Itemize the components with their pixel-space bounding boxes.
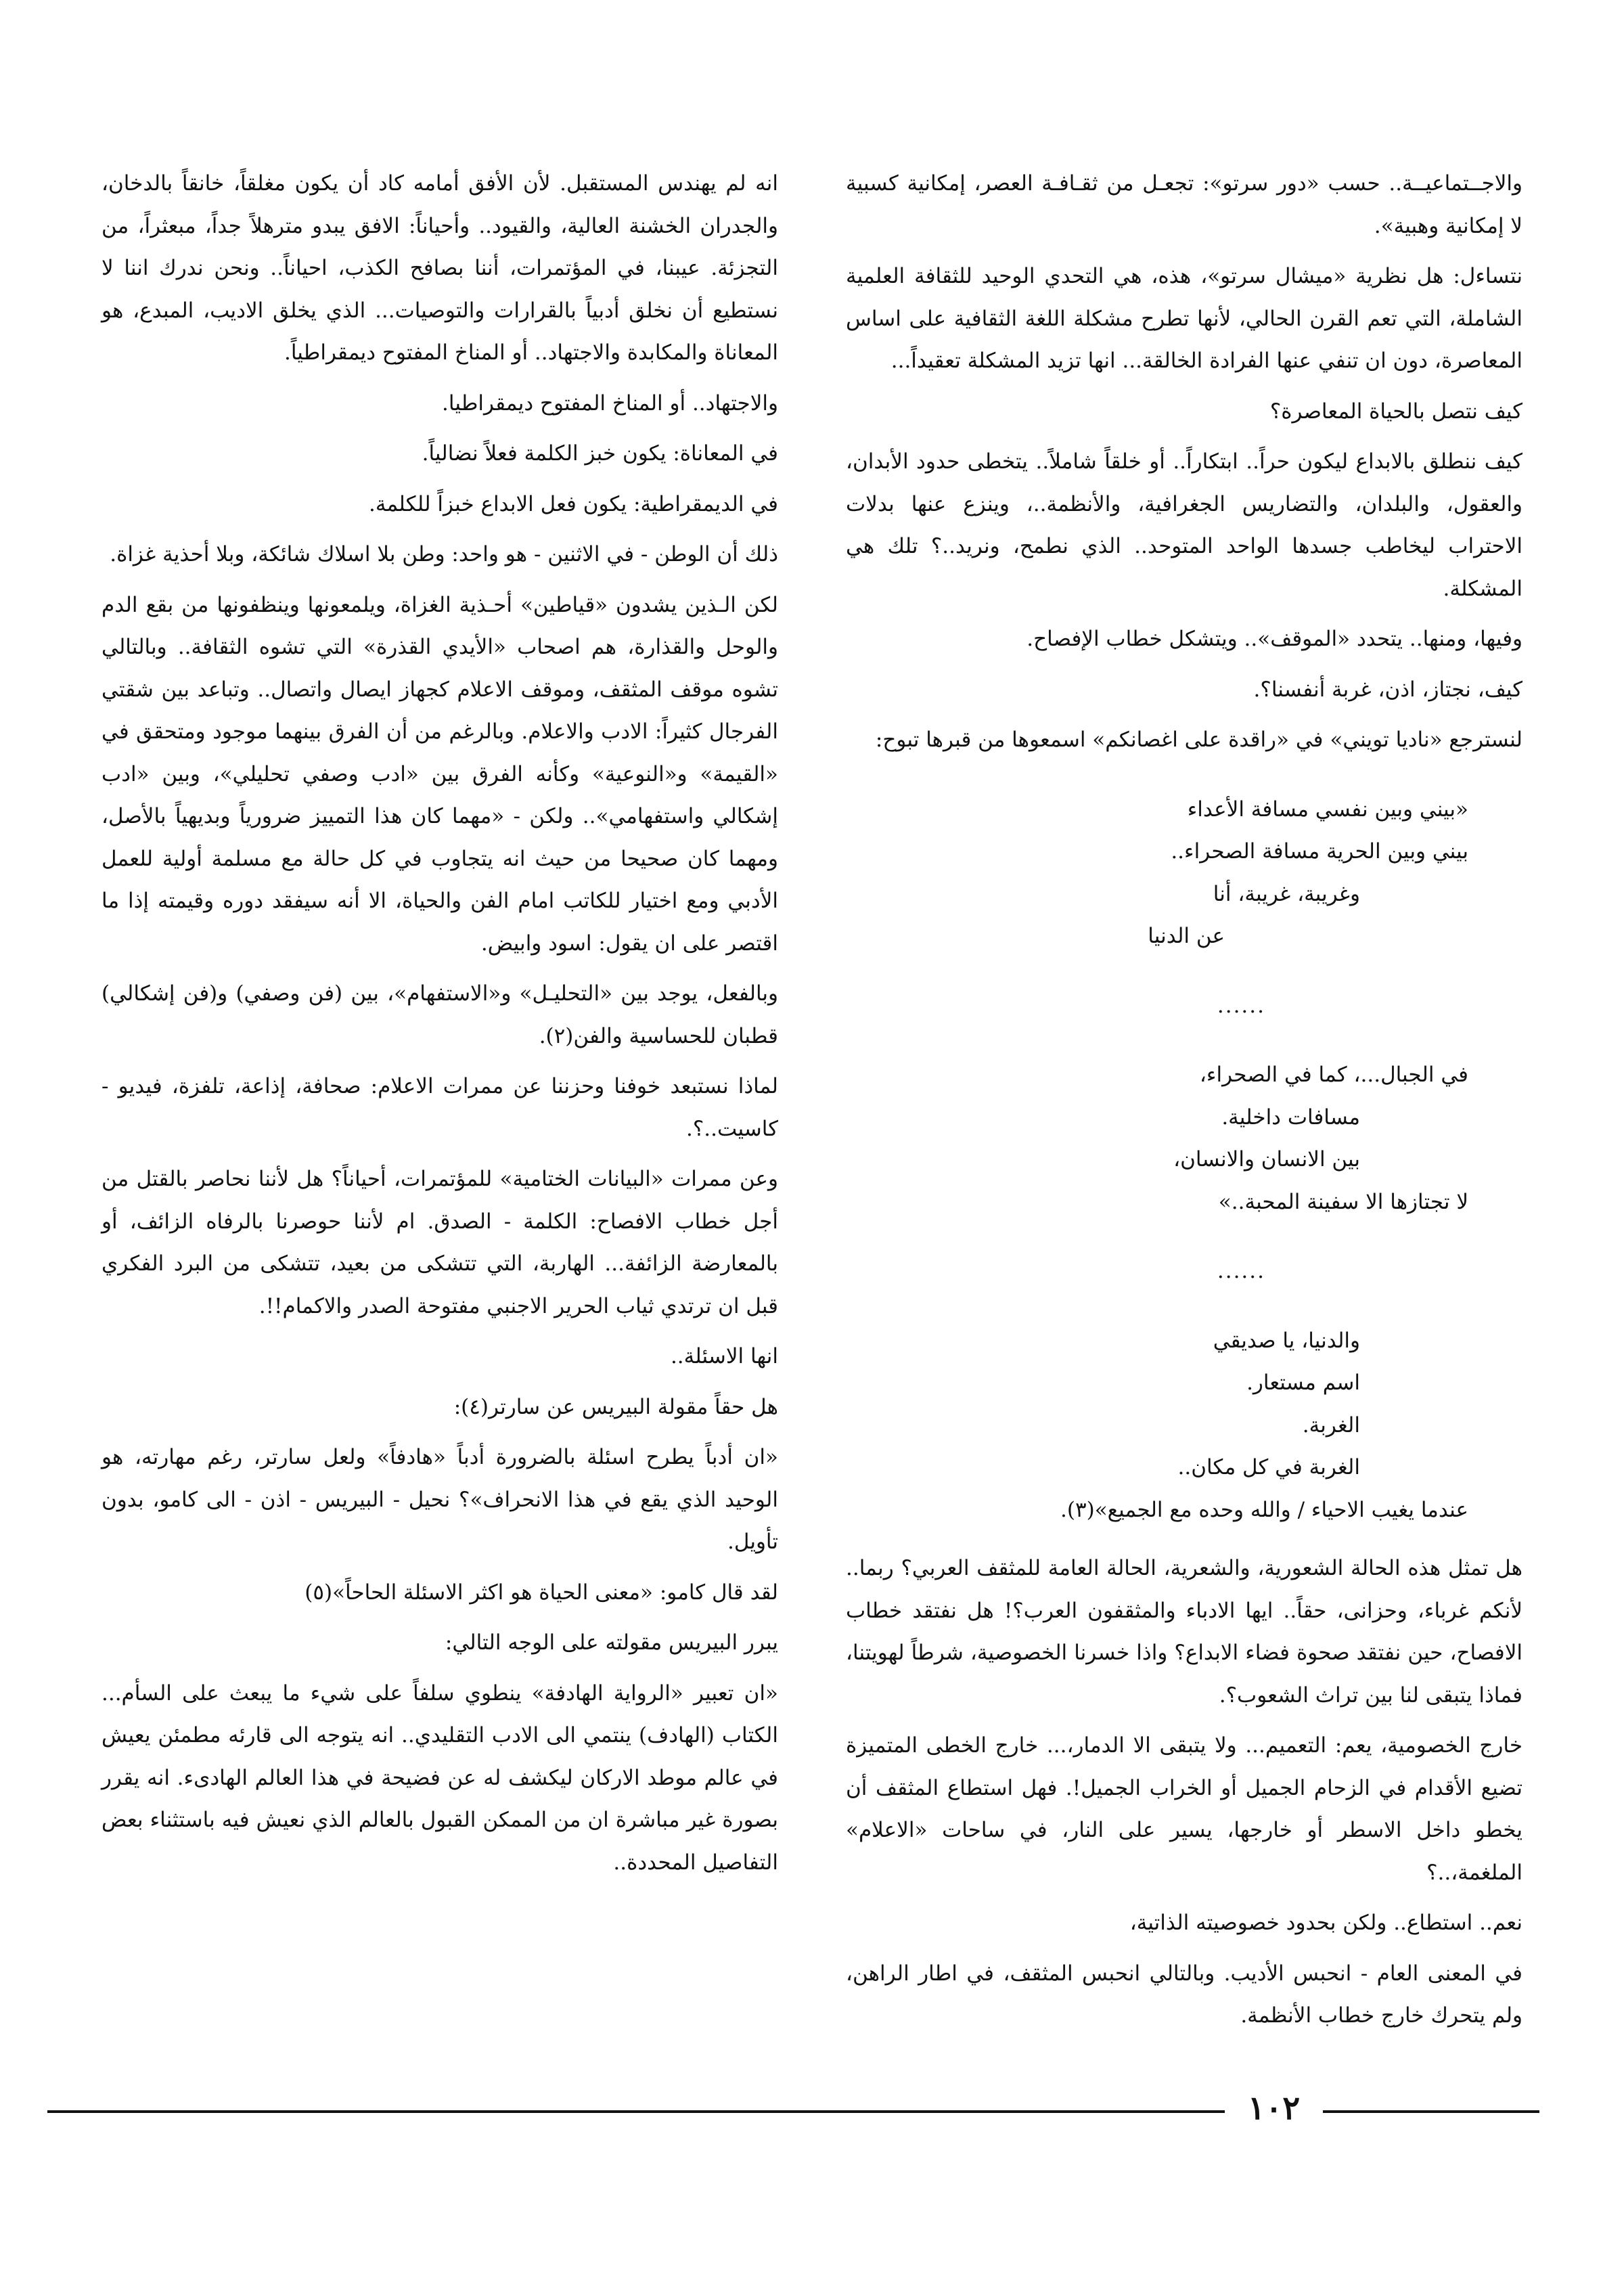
poem-line: «بيني وبين نفسي مسافة الأعداء <box>1187 797 1468 822</box>
paragraph: يبرر البيريس مقولته على الوجه التالي: <box>445 1630 778 1655</box>
poem-line: عندما يغيب الاحياء / والله وحده مع الجميع»(٣). <box>1060 1497 1468 1522</box>
poem <box>846 788 1522 1532</box>
page-footer <box>0 2088 1624 2135</box>
poem-line: والدنيا، يا صديقي <box>1213 1328 1360 1353</box>
poem-line: اسم مستعار. <box>1246 1371 1360 1395</box>
poem-separator: ...... <box>1217 1259 1265 1283</box>
footer-rule <box>47 2110 1225 2113</box>
paragraph: «ان أدباً يطرح اسئلة بالضرورة أدباً «هادفاً» ولعل سارتر، رغم مهارته، هو الوحيد الذي يقع في هذا الانحراف»؟ نحيل - البيريس - اذن - الى كامو، بدون تأويل. <box>102 1445 778 1554</box>
left-column <box>102 162 778 1892</box>
paragraph: لكن الـذين يشدون «قياطين» أحـذية الغزاة، ويلمعونها وينظفونها من بقع الدم والوحل والقذارة، هم اصحاب «الأيدي القذرة» التي تشوه الثقافة.. وبالتالي تشوه موقف المثقف، وموقف الاعلام كجهاز ايصال واتصال.. وتباعد بين شقتي الفرجال كثيراً: الادب والاعلام. وبالرغم من أن الفرق بينهما موجود ومتحقق في «القيمة» و«النوعية» وكأنه الفرق بين «ادب وصفي تحليلي»، وبين «ادب إشكالي واستفهامي».. ولكن - «مهما كان هذا التمييز ضرورياً وبديهياً بالأصل، ومهما كان صحيحا من حيث انه يتجاوب في كل حالة مع مسلمة أولية للعمل الأدبي ومع اختيار للكاتب امام الفن والحياة، الا أنه سيفقد دوره وقيمته إذا ما اقتصر على ان يقول: اسود وابيض. <box>102 592 778 956</box>
footer-rule <box>1323 2110 1539 2113</box>
paragraph: انه لم يهندس المستقبل. لأن الأفق أمامه كاد أن يكون مغلقاً، خانقاً بالدخان، والجدران الخشنة العالية، والقيود.. وأحياناً: الافق يبدو مترهلاً جداً، مبعثراً، من التجزئة. عيبنا، في المؤتمرات، أننا بصافح الكذب، احياناً.. ونحن ندرك اننا لا نستطيع أن نخلق أدبياً بالقرارات والتوصيات... الذي يخلق الاديب، المبدع، هو المعاناة والمكابدة والاجتهاد.. أو المناخ المفتوح ديمقراطياً. <box>102 171 778 365</box>
poem-line: بيني وبين الحرية مسافة الصحراء.. <box>1171 839 1468 864</box>
paragraph: وفيها، ومنها.. يتحدد «الموقف».. ويتشكل خطاب الإفصاح. <box>1027 627 1522 651</box>
paragraph: وبالفعل، يوجد بين «التحليـل» و«الاستفهام»، بين (فن وصفي) و(فن إشكالي) قطبان للحساسية والفن(٢). <box>102 981 778 1048</box>
paragraph: هل حقاً مقولة البيريس عن سارتر(٤): <box>453 1394 778 1419</box>
paragraph: هل تمثل هذه الحالة الشعورية، والشعرية، الحالة العامة للمثقف العربي؟ ربما.. لأنكم غرباء، وحزانى، حقاً.. ايها الادباء والمثقفون العرب؟! هل نفتقد خطاب الافصاح، حين نفتقد صحوة فضاء الابداع؟ واذا خسرنا الخصوصية، شرطاً لهويتنا، فماذا يتبقى لنا بين تراث الشعوب؟. <box>846 1556 1522 1708</box>
paragraph: لنسترجع «ناديا تويني» في «راقدة على اغصانكم» اسمعوها من قبرها تبوح: <box>875 728 1522 752</box>
paragraph: لقد قال كامو: «معنى الحياة هو اكثر الاسئلة الحاحاً»(٥) <box>304 1580 778 1605</box>
poem-line: مسافات داخلية. <box>1221 1105 1360 1130</box>
right-column <box>846 162 1522 2045</box>
paragraph: كيف، نجتاز، اذن، غربة أنفسنا؟. <box>1253 677 1522 702</box>
paragraph: وعن ممرات «البيانات الختامية» للمؤتمرات، أحياناً؟ هل لأننا نحاصر بالقتل من أجل خطاب الافصاح: الكلمة - الصدق. ام لأننا حوصرنا بالرفاه الزائف، أو بالمعارضة الزائفة... الهاربة، التي تتشكى من بعيد، تتشكى من البرد الفكري قبل ان ترتدي ثياب الحرير الاجنبي مفتوحة الصدر والاكمام!!. <box>102 1167 778 1318</box>
paragraph: «ان تعبير «الرواية الهادفة» ينطوي سلفاً على شيء ما يبعث على السأم... الكتاب (الهادف) ينتمي الى الادب التقليدي.. انه يتوجه الى قارئه مطمئن يعيش في عالم موطد الاركان ليكشف له عن فضيحة في هذا العالم الهادىء. انه يقرر بصورة غير مباشرة ان من الممكن القبول بالعالم الذي نعيش فيه باستثناء بعض التفاصيل المحددة.. <box>102 1680 778 1875</box>
poem-line: في الجبال...، كما في الصحراء، <box>1199 1063 1468 1087</box>
paragraph: نتساءل: هل نظرية «ميشال سرتو»، هذه، هي التحدي الوحيد للثقافة العلمية الشاملة، التي تعم القرن الحالي، لأنها تطرح مشكلة اللغة الثقافية على اساس المعاصرة، دون ان تنفي عنها الفرادة الخالقة... انها تزيد المشكلة تعقيداً... <box>846 264 1522 373</box>
paragraph: نعم.. استطاع.. ولكن بحدود خصوصيته الذاتية، <box>1129 1911 1522 1935</box>
paragraph: خارج الخصومية، يعم: التعميم... ولا يتبقى الا الدمار،... خارج الخطى المتميزة تضيع الأقدام في الزحام الجميل أو الخراب الجميل!. فهل استطاع المثقف أن يخطو داخل الاسطر أو خارجها، يسير على النار، في ساحات «الاعلام» الملغمة،..؟ <box>846 1733 1522 1885</box>
paragraph: كيف ننطلق بالابداع ليكون حراً.. ابتكاراً.. أو خلقاً شاملاً.. يتخطى حدود الأبدان، والعقول، والبلدان، والتضاريس الجغرافية، والأنظمة..، وينزع عنها بدلات الاحتراب ليخاطب جسدها الواحد المتوحد.. الذي نطمح، ونريد..؟ تلك هي المشكلة. <box>846 449 1522 601</box>
paragraph: والاجــتماعيــة.. حسب «دور سرتو»: تجعـل من ثقـافـة العصر، إمكانية كسبية لا إمكانية وهبية». <box>846 171 1522 238</box>
paragraph: في الديمقراطية: يكون فعل الابداع خبزاً للكلمة. <box>369 491 778 516</box>
poem-line: الغربة في كل مكان.. <box>1177 1455 1360 1479</box>
paragraph: في المعاناة: يكون خبز الكلمة فعلاً نضالياً. <box>422 441 778 466</box>
poem-separator: ...... <box>1217 993 1265 1018</box>
paragraph: انها الاسئلة.. <box>670 1344 778 1368</box>
poem-line: عن الدنيا <box>1148 924 1225 948</box>
page-number: ١٠٢ <box>1247 2089 1301 2127</box>
paragraph: لماذا نستبعد خوفنا وحزننا عن ممرات الاعلام: صحافة، إذاعة، تلفزة، فيديو - كاسيت..؟. <box>102 1074 778 1141</box>
paragraph: كيف نتصل بالحياة المعاصرة؟ <box>1269 399 1522 424</box>
poem-line: وغريبة، غريبة، أنا <box>1213 881 1360 906</box>
poem-line: الغربة. <box>1302 1412 1360 1438</box>
poem-line: لا تجتازها الا سفينة المحبة..» <box>1218 1189 1468 1214</box>
paragraph: والاجتهاد.. أو المناخ المفتوح ديمقراطيا. <box>442 391 778 416</box>
paragraph: في المعنى العام - انحبس الأديب. وبالتالي انحبس المثقف، في اطار الراهن، ولم يتحرك خارج خطاب الأنظمة. <box>846 1961 1522 2028</box>
poem-line: بين الانسان والانسان، <box>1173 1147 1360 1172</box>
paragraph: ذلك أن الوطن - في الاثنين - هو واحد: وطن بلا اسلاك شائكة، وبلا أحذية غزاة. <box>110 542 778 566</box>
